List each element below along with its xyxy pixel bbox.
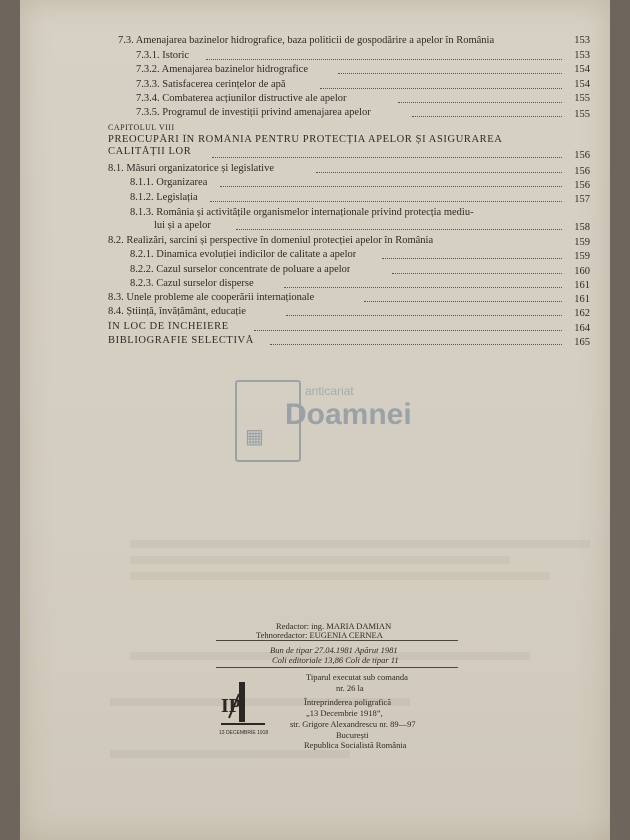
imprint-tech-editor: Tehnoredactor: EUGENIA CERNEA [256, 630, 383, 640]
logo-letters: IP [221, 695, 241, 717]
imprint-printer: „13 Decembrie 1918”, [306, 708, 383, 718]
watermark-text-large: Doamnei [285, 398, 412, 431]
imprint-editor: Redactor: ing. MARIA DAMIAN [276, 621, 392, 631]
leader-dots [392, 273, 562, 274]
imprint-printer: Întreprinderea poligrafică [304, 697, 392, 707]
toc-entry: ÎN LOC DE ÎNCHEIERE [108, 321, 229, 332]
leader-dots [254, 330, 562, 331]
toc-page-number: 164 [574, 323, 590, 334]
toc-entry: 8.4. Știință, învățământ, educație [108, 306, 246, 317]
leader-dots [398, 102, 562, 103]
chapter-title-line2: CALITĂȚII LOR [108, 146, 192, 157]
book-page [20, 0, 610, 840]
watermark-text-small: anticariat [305, 384, 354, 398]
leader-dots [270, 344, 562, 345]
chapter-title-line1: PREOCUPĂRI ÎN ROMÂNIA PENTRU PROTECȚIA APELOR ȘI ASIGURAREA [108, 134, 503, 145]
toc-entry: 8.3. Unele probleme ale cooperării internaționale [108, 292, 315, 303]
imprint-printer: Republica Socialistă România [304, 740, 407, 750]
toc-page-number: 161 [574, 294, 590, 305]
divider [216, 640, 458, 641]
toc-page-number: 159 [574, 251, 590, 262]
leader-dots [206, 59, 562, 60]
logo-caption: 13 DECEMBRIE 1918 [219, 730, 269, 736]
table-of-contents [20, 0, 610, 360]
toc-page-number: 153 [574, 35, 590, 46]
toc-page-number: 160 [574, 266, 590, 277]
leader-dots [212, 157, 562, 158]
toc-page-number: 159 [574, 237, 590, 248]
toc-entry: 8.2. Realizări, sarcini și perspective în domeniul protecției apelor în România [108, 235, 434, 246]
toc-page-number: 156 [574, 180, 590, 191]
toc-page-number: 153 [574, 50, 590, 61]
printer-logo-icon [215, 680, 271, 740]
leader-dots [284, 287, 562, 288]
toc-entry: 7.3.3. Satisfacerea cerințelor de apă [136, 79, 286, 90]
toc-page-number: 165 [574, 337, 590, 348]
toc-page-number: 154 [574, 79, 590, 90]
toc-entry: lui și a apelor [154, 220, 211, 231]
leader-dots [364, 301, 562, 302]
leader-dots [236, 229, 562, 230]
watermark-logo [235, 378, 425, 468]
chapter-label: CAPITOLUL VIII [108, 123, 175, 132]
toc-entry: 7.3.5. Programul de investiții privind amenajarea apelor [136, 107, 371, 118]
toc-page-number: 155 [574, 93, 590, 104]
toc-page-number: 156 [574, 166, 590, 177]
leader-dots [316, 172, 562, 173]
toc-page-number: 156 [574, 150, 590, 161]
toc-entry: 7.3. Amenajarea bazinelor hidrografice, baza politicii de gospodărire a apelor în România [118, 35, 495, 46]
leader-dots [338, 73, 562, 74]
bleed-through [110, 750, 350, 758]
toc-entry: 8.2.2. Cazul surselor concentrate de poluare a apelor [130, 264, 351, 275]
bleed-through [130, 572, 550, 580]
leader-dots [320, 88, 562, 89]
imprint-print-date: Bun de tipar 27.04.1981 Apărut 1981 [270, 645, 398, 655]
leader-dots [412, 116, 562, 117]
toc-page-number: 158 [574, 222, 590, 233]
divider [216, 667, 458, 668]
toc-entry: 7.3.1. Istoric [136, 50, 190, 61]
toc-page-number: 155 [574, 109, 590, 120]
toc-entry: 8.1.2. Legislația [130, 192, 198, 203]
imprint-printer: nr. 26 la [336, 683, 364, 693]
toc-entry: 8.2.1. Dinamica evoluției indicilor de calitate a apelor [130, 249, 357, 260]
toc-entry: 7.3.4. Combaterea acțiunilor distructive ale apelor [136, 93, 347, 104]
toc-page-number: 154 [574, 64, 590, 75]
toc-page-number: 157 [574, 194, 590, 205]
leader-dots [382, 258, 562, 259]
leader-dots [220, 186, 562, 187]
toc-entry: 8.1.3. România și activitățile organismelor internaționale privind protecția mediu- [130, 207, 474, 218]
toc-entry: 8.1.1. Organizarea [130, 177, 208, 188]
toc-entry: 7.3.2. Amenajarea bazinelor hidrografice [136, 64, 309, 75]
books-icon: ▦ [245, 426, 264, 448]
leader-dots [286, 315, 562, 316]
imprint-sheets: Coli editoriale 13,86 Coli de tipar 11 [272, 655, 399, 665]
bleed-through [130, 540, 590, 548]
imprint-printer: Tiparul executat sub comanda [306, 672, 408, 682]
bleed-through [130, 556, 510, 564]
leader-dots [210, 201, 562, 202]
toc-page-number: 161 [574, 280, 590, 291]
toc-page-number: 162 [574, 308, 590, 319]
imprint-printer: str. Grigore Alexandrescu nr. 89—97 [290, 719, 416, 729]
imprint-printer: București [336, 730, 369, 740]
toc-entry: 8.1. Măsuri organizatorice și legislative [108, 163, 275, 174]
toc-entry: BIBLIOGRAFIE SELECTIVĂ [108, 335, 254, 346]
toc-entry: 8.2.3. Cazul surselor disperse [130, 278, 254, 289]
